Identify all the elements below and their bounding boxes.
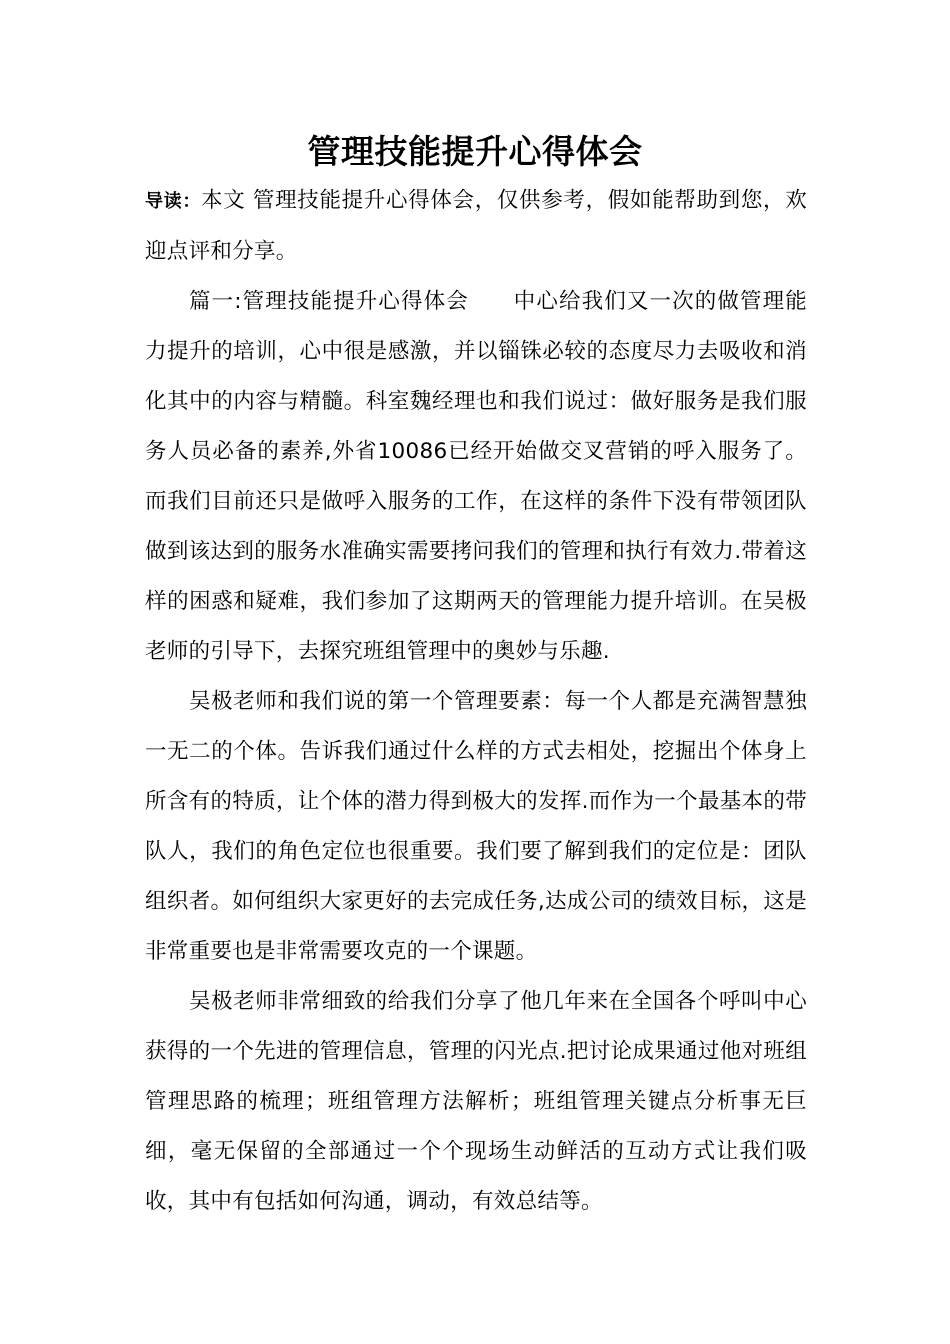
- paragraph-1-text: 中心给我们又一次的做管理能力提升的培训，心中很是感激，并以锱铢必较的态度尽力去吸收和消化其中的内容与精髓。科室魏经理也和我们说过：做好服务是我们服务人员必备的素养,外省10086已经开始做交叉营销的呼入服务了。而我们目前还只是做呼入服务的工作，在这样的条件下没有带领团队做到该达到的服务水准确实需要拷问我们的管理和执行有效力.带着这样的困惑和疑难，我们参加了这期两天的管理能力提升培训。在吴极老师的引导下，去探究班组管理中的奥妙与乐趣.: [145, 289, 807, 664]
- paragraph-1: [145, 277, 807, 677]
- paragraph-3: 吴极老师非常细致的给我们分享了他几年来在全国各个呼叫中心获得的一个先进的管理信息，管理的闪光点.把讨论成果通过他对班组管理思路的梳理；班组管理方法解析；班组管理关键点分析事无巨细，毫无保留的全部通过一个个现场生动鲜活的互动方式让我们吸收，其中有包括如何沟通，调动，有效总结等。: [145, 989, 807, 1214]
- lead-paragraph: [145, 176, 807, 277]
- lead-label: 导读：: [145, 191, 202, 212]
- page-title: 管理技能提升心得体会: [307, 132, 643, 171]
- section-heading: 篇一:管理技能提升心得体会: [189, 289, 469, 314]
- lead-text: 本文 管理技能提升心得体会，仅供参考，假如能帮助到您，欢迎点评和分享。: [145, 188, 807, 264]
- paragraph-2: 吴极老师和我们说的第一个管理要素：每一个人都是充满智慧独一无二的个体。告诉我们通过什么样的方式去相处，挖掘出个体身上所含有的特质，让个体的潜力得到极大的发挥.而作为一个最基本的带队人，我们的角色定位也很重要。我们要了解到我们的定位是：团队组织者。如何组织大家更好的去完成任务,达成公司的绩效目标，这是非常重要也是非常需要攻克的一个课题。: [145, 689, 807, 964]
- document-body: [145, 176, 807, 1227]
